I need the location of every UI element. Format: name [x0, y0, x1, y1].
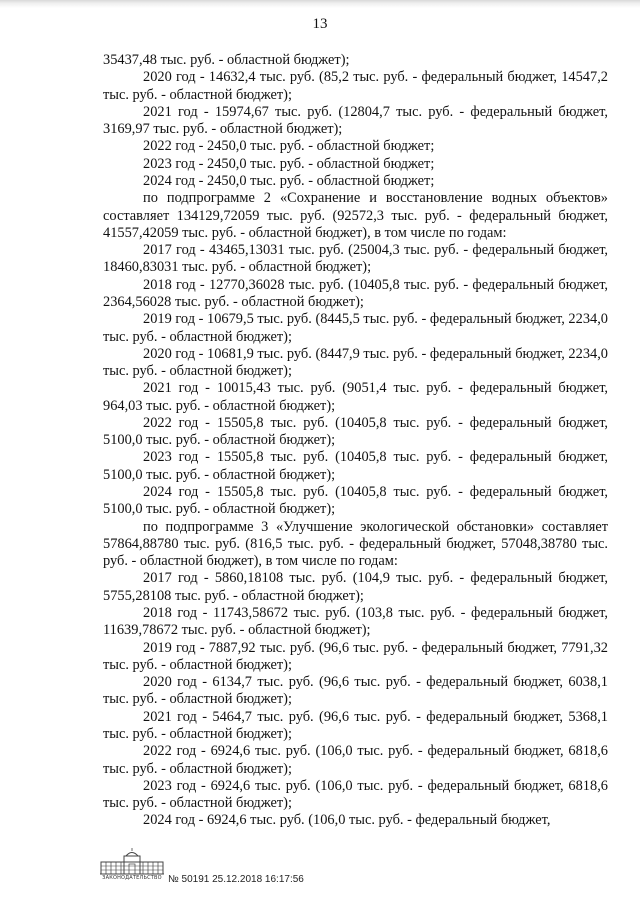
paragraph: 2022 год - 15505,8 тыс. руб. (10405,8 тыс. руб. - федеральный бюджет, 5100,0 тыс. руб. - областной бюджет); [103, 414, 608, 449]
paragraph: 2020 год - 10681,9 тыс. руб. (8447,9 тыс. руб. - федеральный бюджет, 2234,0 тыс. руб. - областной бюджет); [103, 345, 609, 380]
paragraph: по подпрограмме 3 «Улучшение экологической обстановки» составляет 57864,88780 тыс. руб. (816,5 тыс. руб. - федеральный бюджет, 57048,38780 тыс. руб. - областной бюджет), в том числе по годам: [103, 518, 608, 570]
paragraph: 2023 год - 6924,6 тыс. руб. (106,0 тыс. руб. - федеральный бюджет, 6818,6 тыс. руб. - областной бюджет); [103, 777, 608, 812]
paragraph: 2023 год - 15505,8 тыс. руб. (10405,8 тыс. руб. - федеральный бюджет, 5100,0 тыс. руб. - областной бюджет); [103, 449, 608, 483]
paragraph: 2019 год - 10679,5 тыс. руб. (8445,5 тыс. руб. - федеральный бюджет, 2234,0 тыс. руб. - областной бюджет); [103, 311, 609, 345]
paragraph: 2018 год - 11743,58672 тыс. руб. (103,8 тыс. руб. - федеральный бюджет, 11639,78672 тыс. руб. - областной бюджет); [103, 605, 608, 639]
paragraph: 2021 год - 5464,7 тыс. руб. (96,6 тыс. руб. - федеральный бюджет, 5368,1 тыс. руб. - областной бюджет); [103, 708, 608, 742]
page-number: 13 [312, 16, 328, 32]
paragraph: 2024 год - 15505,8 тыс. руб. (10405,8 тыс. руб. - федеральный бюджет, 5100,0 тыс. руб. - областной бюджет); [103, 484, 608, 518]
document-footer [100, 848, 520, 888]
registration-number: № 50191 25.12.2018 16:17:56 [168, 874, 304, 885]
paragraph: 2017 год - 5860,18108 тыс. руб. (104,9 тыс. руб. - федеральный бюджет, 5755,28108 тыс. руб. - областной бюджет); [103, 570, 608, 604]
paragraph: 2022 год - 2450,0 тыс. руб. - областной бюджет; [143, 138, 435, 155]
paragraph: 2020 год - 14632,4 тыс. руб. (85,2 тыс. руб. - федеральный бюджет, 14547,2 тыс. руб. - областной бюджет); [103, 69, 608, 103]
paragraph: 2019 год - 7887,92 тыс. руб. (96,6 тыс. руб. - федеральный бюджет, 7791,32 тыс. руб. - областной бюджет); [103, 639, 608, 673]
paragraph: 2018 год - 12770,36028 тыс. руб. (10405,8 тыс. руб. - федеральный бюджет, 2364,56028 тыс. руб. - областной бюджет); [103, 276, 608, 310]
paragraph: 2017 год - 43465,13031 тыс. руб. (25004,3 тыс. руб. - федеральный бюджет, 18460,83031 тыс. руб. - областной бюджет); [103, 242, 608, 276]
stamp-caption: ЗАКОНОДАТЕЛЬСТВО [102, 875, 162, 881]
paragraph: 35437,48 тыс. руб. - областной бюджет); [103, 52, 350, 68]
paragraph: 2021 год - 15974,67 тыс. руб. (12804,7 тыс. руб. - федеральный бюджет, 3169,97 тыс. руб. - областной бюджет); [103, 103, 608, 138]
paragraph: 2022 год - 6924,6 тыс. руб. (106,0 тыс. руб. - федеральный бюджет, 6818,6 тыс. руб. - областной бюджет); [103, 743, 608, 777]
paragraph: 2020 год - 6134,7 тыс. руб. (96,6 тыс. руб. - федеральный бюджет, 6038,1 тыс. руб. - областной бюджет); [103, 674, 608, 708]
scan-edge-shadow [0, 0, 640, 8]
paragraph: 2021 год - 10015,43 тыс. руб. (9051,4 тыс. руб. - федеральный бюджет, 964,03 тыс. руб. - областной бюджет); [103, 380, 608, 414]
document-body [103, 52, 608, 830]
paragraph: по подпрограмме 2 «Сохранение и восстановление водных объектов» составляет 134129,72059 тыс. руб. (92572,3 тыс. руб. - федеральный бюджет, 41557,42059 тыс. руб. - областной бюджет), в том числе по годам: [103, 190, 608, 241]
paragraph: 2024 год - 2450,0 тыс. руб. - областной бюджет; [143, 172, 435, 189]
paragraph: 2024 год - 6924,6 тыс. руб. (106,0 тыс. руб. - федеральный бюджет, [143, 812, 551, 829]
paragraph: 2023 год - 2450,0 тыс. руб. - областной бюджет; [143, 155, 435, 172]
